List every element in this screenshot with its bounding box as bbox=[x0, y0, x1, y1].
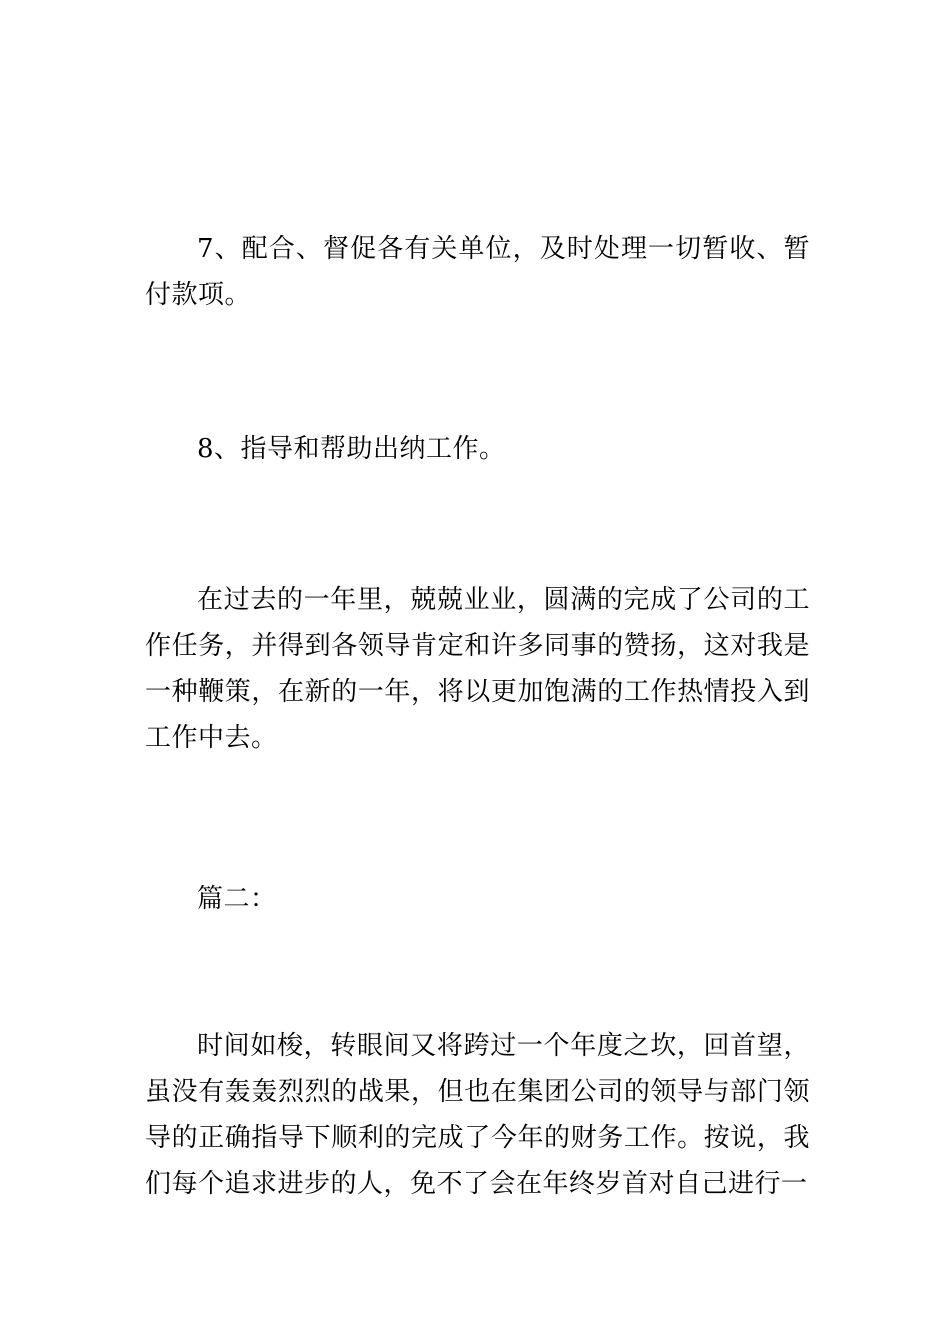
paragraph-item-7: 7、配合、督促各有关单位，及时处理一切暂收、暂付款项。 bbox=[145, 234, 810, 310]
paragraph-item-8: 8、指导和帮助出纳工作。 bbox=[197, 434, 506, 464]
paragraph-summary: 在过去的一年里，兢兢业业，圆满的完成了公司的工作任务，并得到各领导肯定和许多同事的赞扬，这对我是一种鞭策，在新的一年，将以更加饱满的工作热情投入到工作中去。 bbox=[145, 585, 810, 753]
paragraph-part-two-intro: 时间如梭，转眼间又将跨过一个年度之坎，回首望，虽没有轰轰烈烈的战果，但也在集团公司的领导与部门领导的正确指导下顺利的完成了今年的财务工作。按说，我们每个追求进步的人，免不了会在年终岁首对自己进行一 bbox=[145, 1031, 810, 1199]
section-heading-part-two: 篇二： bbox=[197, 884, 277, 914]
